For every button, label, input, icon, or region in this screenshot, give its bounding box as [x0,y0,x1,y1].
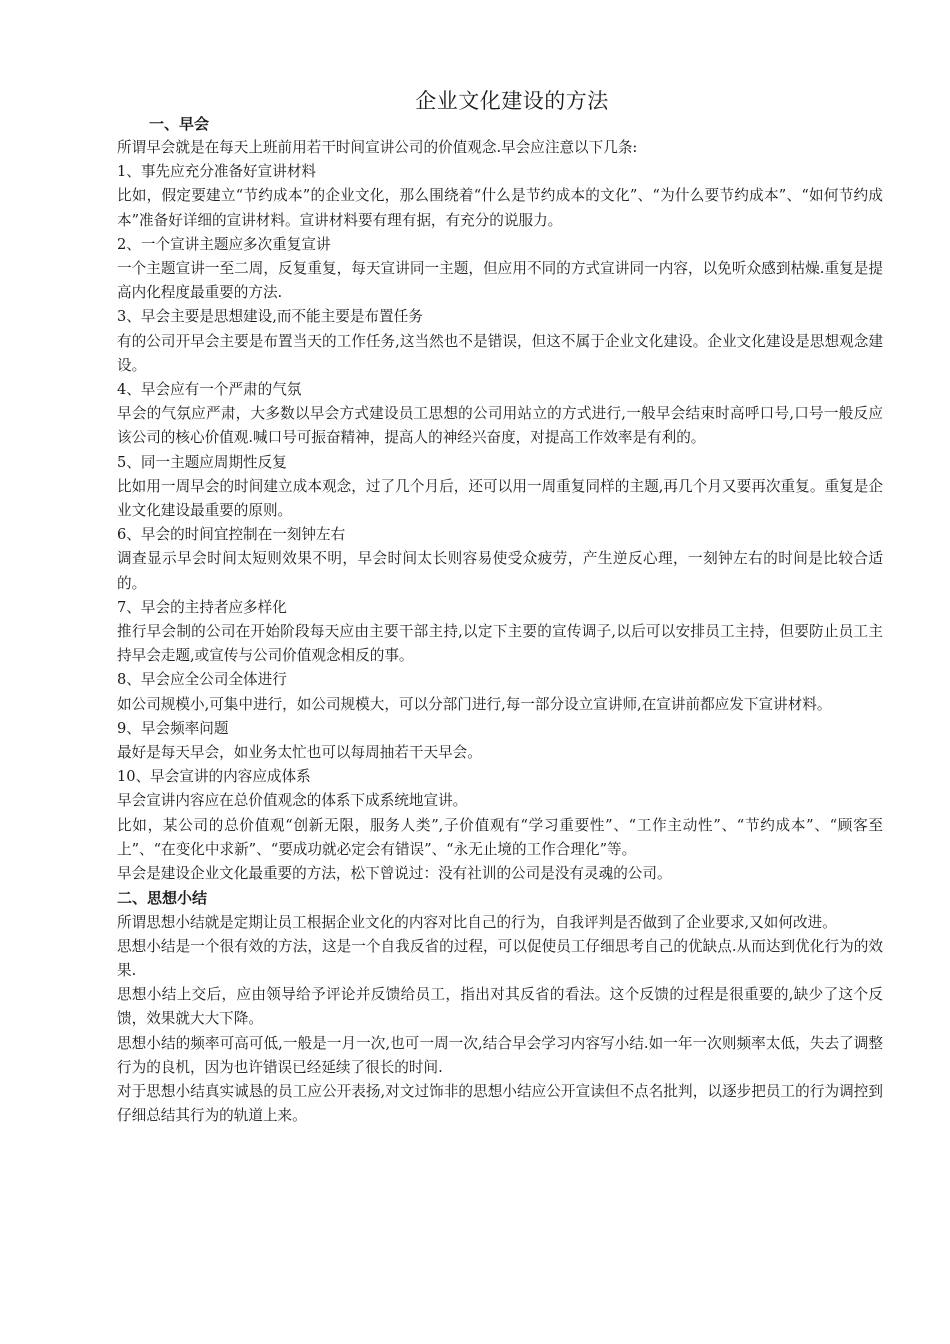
paragraph: 如公司规模小,可集中进行，如公司规模大，可以分部门进行,每一部分设立宣讲师,在宣讲前都应发下宣讲材料。 [117,695,832,713]
paragraph: 比如，某公司的总价值观“创新无限，服务人类”,子价值观有“学习重要性”、“工作主动性”、“节约成本”、“顾客至上”、“在变化中求新”、“要成功就必定会有错误”、“永无止境的工作合理化”等。 [117,816,883,858]
section-heading-reflection-summary: 二、思想小结 [117,889,208,908]
paragraph: 10、早会宣讲的内容应成体系 [117,768,311,786]
paragraph: 比如用一周早会的时间建立成本观念，过了几个月后，还可以用一周重复同样的主题,再几个月又要再次重复。重复是企业文化建设最重要的原则。 [117,477,883,520]
paragraph: 比如，假定要建立“节约成本”的企业文化，那么围绕着“什么是节约成本的文化”、“为什么要节约成本”、“如何节约成本”准备好详细的宣讲材料。宣讲材料要有理有据，有充分的说服力。 [117,187,883,229]
paragraph: 一个主题宣讲一至二周，反复重复，每天宣讲同一主题，但应用不同的方式宣讲同一内容，以免听众感到枯燥.重复是提高内化程度最重要的方法. [117,260,883,302]
paragraph: 早会是建设企业文化最重要的方法，松下曾说过：没有社训的公司是没有灵魂的公司。 [117,865,672,883]
paragraph: 早会的气氛应严肃，大多数以早会方式建设员工思想的公司用站立的方式进行,一般早会结束时高呼口号,口号一般反应该公司的核心价值观.喊口号可振奋精神，提高人的神经兴奋度，对提高工作效率是有利的。 [117,405,883,447]
paragraph: 3、早会主要是思想建设,而不能主要是布置任务 [117,308,423,326]
paragraph: 4、早会应有一个严肃的气氛 [117,381,302,399]
paragraph: 8、早会应全公司全体进行 [117,671,287,689]
paragraph: 对于思想小结真实诚恳的员工应公开表扬,对文过饰非的思想小结应公开宣读但不点名批判，以逐步把员工的行为调控到仔细总结其行为的轨道上来。 [117,1082,883,1125]
paragraph: 1、事先应充分准备好宣讲材料 [117,163,317,181]
document-title: 企业文化建设的方法 [415,89,609,113]
section-body-morning-meeting [117,136,883,886]
paragraph: 2、一个宣讲主题应多次重复宣讲 [117,235,331,253]
paragraph: 5、同一主题应周期性反复 [117,453,287,471]
paragraph: 有的公司开早会主要是布置当天的工作任务,这当然也不是错误，但这不属于企业文化建设。企业文化建设是思想观念建设。 [117,332,883,374]
paragraph: 早会宣讲内容应在总价值观念的体系下成系统地宣讲。 [117,792,468,810]
paragraph: 推行早会制的公司在开始阶段每天应由主要干部主持,以定下主要的宣传调子,以后可以安排员工主持，但要防止员工主持早会走题,或宣传与公司价值观念相反的事。 [117,623,883,665]
paragraph: 7、早会的主持者应多样化 [117,598,287,616]
paragraph: 9、早会频率问题 [117,719,229,737]
section-body-reflection-summary [117,911,883,1129]
paragraph: 最好是每天早会，如业务太忙也可以每周抽若干天早会。 [117,744,482,762]
paragraph: 6、早会的时间宜控制在一刻钟左右 [117,526,346,544]
paragraph: 所谓早会就是在每天上班前用若干时间宣讲公司的价值观念.早会应注意以下几条: [117,139,638,156]
paragraph: 所谓思想小结就是定期让员工根据企业文化的内容对比自己的行为，自我评判是否做到了企业要求,又如何改进。 [117,913,837,931]
paragraph: 思想小结是一个很有效的方法，这是一个自我反省的过程，可以促使员工仔细思考自己的优缺点.从而达到优化行为的效果. [117,937,883,979]
section-heading-morning-meeting: 一、早会 [149,115,210,133]
paragraph: 调查显示早会时间太短则效果不明，早会时间太长则容易使受众疲劳，产生逆反心理，一刻钟左右的时间是比较合适的。 [117,550,883,592]
paragraph: 思想小结上交后，应由领导给予评论并反馈给员工，指出对其反省的看法。这个反馈的过程是很重要的,缺少了这个反馈，效果就大大下降。 [117,986,883,1028]
document-page [117,86,883,1128]
paragraph: 思想小结的频率可高可低,一般是一月一次,也可一周一次,结合早会学习内容写小结.如一年一次则频率太低，失去了调整行为的良机，因为也许错误已经延续了很长的时间. [117,1034,883,1076]
